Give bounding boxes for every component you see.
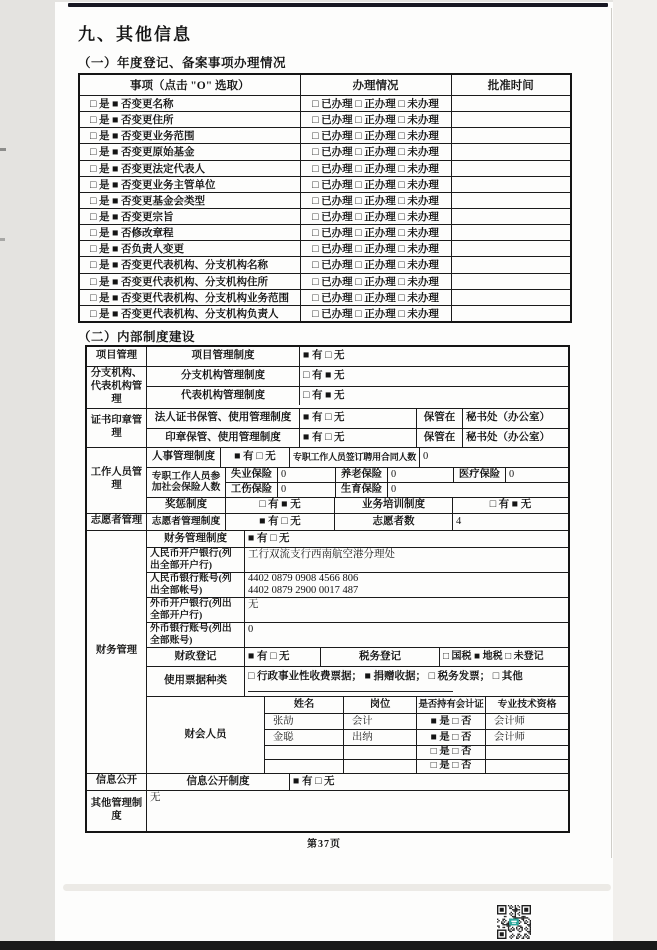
scanned-page bbox=[55, 2, 613, 950]
table-row bbox=[79, 305, 571, 322]
insurance-kind: 失业保险 bbox=[230, 468, 273, 480]
insurance-count: 0 bbox=[387, 468, 453, 482]
table-row bbox=[79, 273, 571, 289]
section-finance bbox=[87, 530, 568, 773]
status-cell: □ 已办理 □ 正办理 □ 未办理 bbox=[300, 128, 451, 144]
personnel-qualification: 会计师 bbox=[485, 730, 568, 745]
status-cell: □ 已办理 □ 正办理 □ 未办理 bbox=[300, 176, 451, 192]
personnel-col-qualification: 专业技术资格 bbox=[485, 697, 568, 714]
section-other bbox=[87, 790, 568, 831]
table-row bbox=[79, 208, 571, 224]
personnel-name: 金聪 bbox=[273, 731, 294, 743]
account-numbers-value bbox=[244, 573, 568, 597]
approval-time-cell bbox=[451, 225, 571, 241]
row-label: 财务管理制度 bbox=[164, 532, 227, 544]
status-cell: □ 已办理 □ 正办理 □ 未办理 bbox=[300, 305, 451, 322]
checkbox-value: ■ 有 □ 无 bbox=[244, 531, 568, 547]
status-cell: □ 已办理 □ 正办理 □ 未办理 bbox=[300, 112, 451, 128]
row-label: 分支机构管理制度 bbox=[181, 370, 265, 382]
approval-time-cell bbox=[451, 273, 571, 289]
status-cell: □ 已办理 □ 正办理 □ 未办理 bbox=[300, 96, 451, 112]
volunteer-count-label: 志愿者数 bbox=[334, 514, 452, 530]
col-header-item: 事项（点击 "O" 选取） bbox=[79, 74, 300, 96]
row-label: 人事管理制度 bbox=[152, 451, 215, 463]
category-label: 项目管理 bbox=[87, 347, 147, 366]
personnel-col-name: 姓名 bbox=[293, 699, 315, 711]
bank-name-value: 工行双流支行西南航空港分理处 bbox=[244, 548, 568, 572]
approval-time-cell bbox=[451, 144, 571, 160]
item-cell: □ 是 ■ 否变更基金会类型 bbox=[79, 192, 300, 208]
blank-line bbox=[248, 683, 453, 692]
page-number: 第37页 bbox=[307, 839, 341, 850]
approval-time-cell bbox=[451, 112, 571, 128]
checkbox-value: □ 国税 ■ 地税 □ 未登记 bbox=[439, 648, 568, 666]
checkbox-value: ■ 有 □ 无 bbox=[299, 347, 568, 366]
item-cell: □ 是 ■ 否变更业务主管单位 bbox=[79, 176, 300, 192]
checkbox-value: ■ 有 □ 无 bbox=[299, 409, 416, 428]
other-systems-value: 无 bbox=[150, 791, 161, 803]
personnel-cert: ■ 是 □ 否 bbox=[416, 730, 485, 745]
personnel-col-position: 岗位 bbox=[343, 697, 416, 714]
section-volunteer bbox=[87, 513, 568, 530]
category-label: 证书印章管理 bbox=[87, 409, 147, 447]
status-cell: □ 已办理 □ 正办理 □ 未办理 bbox=[300, 192, 451, 208]
checkbox-value: □ 有 ■ 无 bbox=[299, 387, 568, 405]
insurance-kind: 工伤保险 bbox=[230, 483, 273, 495]
personnel-position: 会计 bbox=[343, 714, 416, 729]
category-label: 其他管理制度 bbox=[87, 791, 147, 831]
table-row bbox=[79, 289, 571, 305]
foreign-bank-value: 无 bbox=[244, 598, 568, 622]
category-label: 财务管理 bbox=[87, 531, 147, 773]
row-label: 代表机构管理制度 bbox=[181, 389, 265, 401]
row-label: 法人证书保管、使用管理制度 bbox=[154, 412, 292, 424]
insurance-kind: 生育保险 bbox=[335, 483, 387, 497]
row-label: 奖惩制度 bbox=[165, 499, 207, 511]
item-cell: □ 是 ■ 否变更原始基金 bbox=[79, 144, 300, 160]
category-label: 志愿者管理 bbox=[87, 514, 147, 530]
row-label: 使用票据种类 bbox=[164, 675, 227, 687]
personnel-position bbox=[343, 760, 416, 773]
item-cell: □ 是 ■ 否变更名称 bbox=[79, 96, 300, 112]
table-header-row bbox=[79, 74, 571, 96]
personnel-name: 张劼 bbox=[273, 715, 294, 727]
table-row bbox=[79, 176, 571, 192]
category-label: 分支机构、代表机构管理 bbox=[87, 367, 147, 408]
category-label: 信息公开 bbox=[87, 774, 147, 790]
insurance-kind: 养老保险 bbox=[335, 468, 387, 482]
contract-count-label: 专职工作人员签订聘用合同人数 bbox=[289, 448, 419, 467]
status-cell: □ 已办理 □ 正办理 □ 未办理 bbox=[300, 241, 451, 257]
account-number-line: 4402 0879 2900 0017 487 bbox=[248, 584, 359, 596]
item-cell: □ 是 ■ 否变更宗旨 bbox=[79, 208, 300, 224]
item-cell: □ 是 ■ 否变更住所 bbox=[79, 112, 300, 128]
personnel-cert: □ 是 □ 否 bbox=[416, 760, 485, 773]
account-number-line: 4402 0879 0908 4566 806 bbox=[248, 572, 359, 584]
item-cell: □ 是 ■ 否变更业务范围 bbox=[79, 128, 300, 144]
table-row bbox=[79, 241, 571, 257]
table-row bbox=[79, 257, 571, 273]
personnel-cert: □ 是 □ 否 bbox=[416, 746, 485, 759]
personnel-col-cert: 是否持有会计证 bbox=[416, 697, 485, 714]
page-top-edge bbox=[68, 3, 608, 7]
checkbox-value: ■ 有 □ 无 bbox=[299, 429, 416, 447]
approval-time-cell bbox=[451, 192, 571, 208]
approval-time-cell bbox=[451, 208, 571, 224]
checkbox-value: □ 有 ■ 无 bbox=[299, 367, 568, 386]
insurance-count: 0 bbox=[387, 483, 568, 497]
item-cell: □ 是 ■ 否变更代表机构、分支机构业务范围 bbox=[79, 289, 300, 305]
invoice-types-value bbox=[244, 667, 568, 696]
scan-artifact-streak bbox=[63, 884, 611, 891]
category-label: 工作人员管理 bbox=[87, 448, 147, 513]
status-cell: □ 已办理 □ 正办理 □ 未办理 bbox=[300, 208, 451, 224]
status-cell: □ 已办理 □ 正办理 □ 未办理 bbox=[300, 160, 451, 176]
table-row bbox=[79, 225, 571, 241]
checkbox-value: ■ 有 □ 无 bbox=[289, 774, 568, 790]
item-cell: □ 是 ■ 否变更代表机构、分支机构住所 bbox=[79, 273, 300, 289]
item-cell: □ 是 ■ 否负责人变更 bbox=[79, 241, 300, 257]
approval-time-cell bbox=[451, 241, 571, 257]
item-cell: □ 是 ■ 否修改章程 bbox=[79, 225, 300, 241]
status-cell: □ 已办理 □ 正办理 □ 未办理 bbox=[300, 144, 451, 160]
row-label: 项目管理制度 bbox=[191, 350, 255, 362]
approval-time-cell bbox=[451, 128, 571, 144]
row-label: 人民币银行账号(列出全部帐号) bbox=[150, 573, 232, 596]
row-label: 人民币开户银行(列出全部开户行) bbox=[150, 548, 232, 571]
approval-time-cell bbox=[451, 96, 571, 112]
table-row bbox=[79, 160, 571, 176]
row-label: 信息公开制度 bbox=[186, 775, 250, 787]
checkbox-value: ■ 有 □ 无 bbox=[220, 448, 289, 467]
status-cell: □ 已办理 □ 正办理 □ 未办理 bbox=[300, 289, 451, 305]
item-cell: □ 是 ■ 否变更代表机构、分支机构负责人 bbox=[79, 305, 300, 322]
personnel-qualification: 会计师 bbox=[485, 714, 568, 729]
checkbox-value: ■ 有 □ 无 bbox=[225, 514, 334, 530]
scanner-background bbox=[613, 0, 657, 950]
insurance-count: 0 bbox=[505, 468, 568, 482]
row-label: 外币开户银行(列出全部开户行) bbox=[150, 598, 232, 621]
scan-edge-mark bbox=[0, 148, 6, 151]
section-staff bbox=[87, 447, 568, 513]
insurance-count: 0 bbox=[277, 468, 335, 482]
section-disclosure bbox=[87, 773, 568, 790]
row-label: 志愿者管理制度 bbox=[151, 515, 221, 527]
keep-label: 保管在 bbox=[416, 429, 462, 447]
personnel-name bbox=[265, 746, 343, 759]
section1-title: （一）年度登记、备案事项办理情况 bbox=[78, 56, 287, 70]
row-label: 印章保管、使用管理制度 bbox=[165, 431, 281, 443]
scan-edge-mark bbox=[0, 238, 5, 241]
keep-place: 秘书处（办公室） bbox=[462, 429, 568, 447]
table-row bbox=[79, 128, 571, 144]
approval-time-cell bbox=[451, 305, 571, 322]
registration-table bbox=[78, 73, 572, 323]
row-label: 财政登记 bbox=[174, 650, 217, 662]
insurance-label: 专职工作人员参加社会保险人数 bbox=[151, 470, 221, 494]
keep-label: 保管在 bbox=[416, 409, 462, 428]
status-cell: □ 已办理 □ 正办理 □ 未办理 bbox=[300, 257, 451, 273]
approval-time-cell bbox=[451, 257, 571, 273]
personnel-qualification bbox=[485, 746, 568, 759]
approval-time-cell bbox=[451, 176, 571, 192]
table-row bbox=[79, 144, 571, 160]
qr-code-stamp bbox=[497, 905, 531, 939]
page-title: 九、其他信息 bbox=[78, 25, 192, 44]
training-label: 业务培训制度 bbox=[334, 498, 452, 513]
personnel-qualification bbox=[485, 760, 568, 773]
internal-systems-table bbox=[85, 345, 570, 833]
row-label: 外币银行账号(列出全部账号) bbox=[150, 623, 232, 646]
table-row bbox=[79, 112, 571, 128]
tax-registration-label: 税务登记 bbox=[320, 648, 439, 666]
scan-bottom-edge bbox=[0, 941, 657, 950]
checkbox-value: □ 有 ■ 无 bbox=[225, 498, 334, 513]
approval-time-cell bbox=[451, 289, 571, 305]
section-project bbox=[87, 347, 568, 366]
table-row bbox=[79, 192, 571, 208]
personnel-position bbox=[343, 746, 416, 759]
col-header-status: 办理情况 bbox=[300, 74, 451, 96]
section2-title: （二）内部制度建设 bbox=[78, 330, 196, 344]
personnel-position: 出纳 bbox=[343, 730, 416, 745]
col-header-approval-time: 批准时间 bbox=[451, 74, 571, 96]
checkbox-value: □ 有 ■ 无 bbox=[452, 498, 568, 513]
personnel-cert: ■ 是 □ 否 bbox=[416, 714, 485, 729]
checkbox-value: ■ 有 □ 无 bbox=[244, 648, 320, 666]
approval-time-cell bbox=[451, 160, 571, 176]
foreign-account-value: 0 bbox=[244, 623, 568, 647]
row-label: 财会人员 bbox=[184, 728, 227, 740]
invoice-options: □ 行政事业性收费票据； ■ 捐赠收据； □ 税务发票； □ 其他 bbox=[248, 670, 523, 682]
status-cell: □ 已办理 □ 正办理 □ 未办理 bbox=[300, 225, 451, 241]
insurance-kind: 医疗保险 bbox=[453, 468, 505, 482]
status-cell: □ 已办理 □ 正办理 □ 未办理 bbox=[300, 273, 451, 289]
section-branch bbox=[87, 366, 568, 408]
item-cell: □ 是 ■ 否变更代表机构、分支机构名称 bbox=[79, 257, 300, 273]
item-cell: □ 是 ■ 否变更法定代表人 bbox=[79, 160, 300, 176]
page-right-fold bbox=[611, 8, 612, 858]
keep-place: 秘书处（办公室） bbox=[462, 409, 568, 428]
volunteer-count-value: 4 bbox=[452, 514, 568, 530]
contract-count-value: 0 bbox=[419, 448, 568, 467]
insurance-count: 0 bbox=[277, 483, 335, 497]
section-certificate bbox=[87, 408, 568, 447]
table-row bbox=[79, 96, 571, 112]
personnel-name bbox=[265, 760, 343, 773]
